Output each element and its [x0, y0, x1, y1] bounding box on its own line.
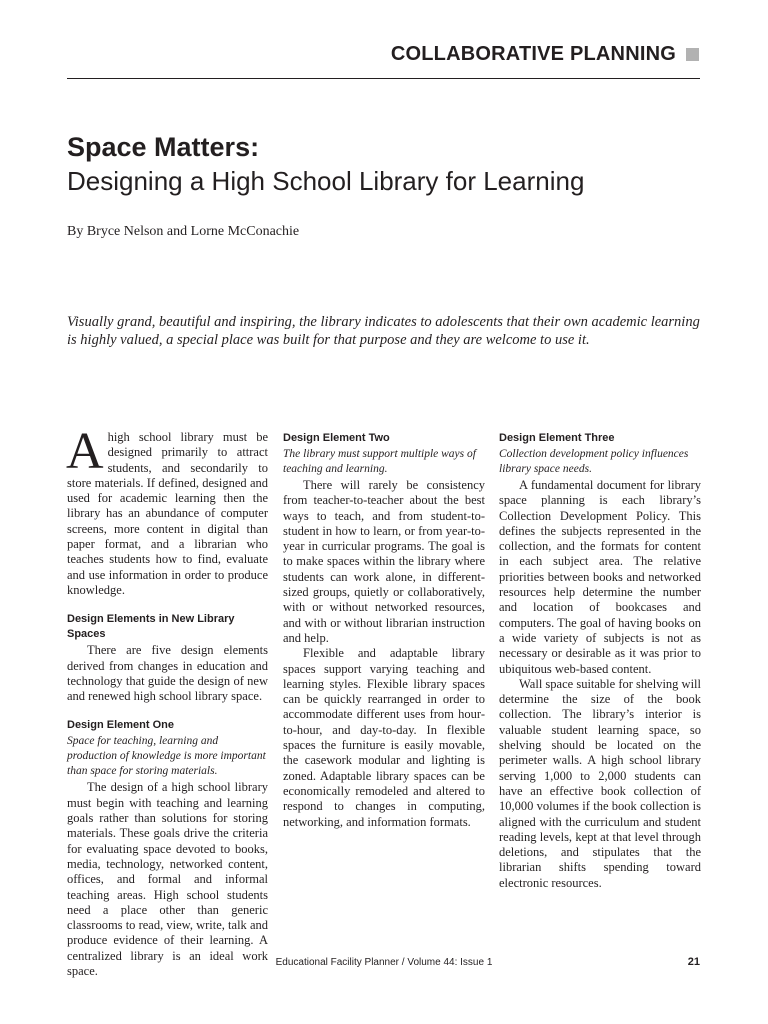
paragraph: Flexible and adaptable library spaces support varying teaching and learning styles. Flexible library spaces can be quickly rearranged in order to accommodate different uses from hour-to-hour, and day-to-day. In flexible spaces the furniture is easily movable, the casework modular and lighting is zoned. Adaptable library spaces can be economically remodeled and altered to respond to changes in computing, networking, and information formats. — [283, 646, 485, 829]
page-number: 21 — [687, 956, 700, 968]
lede-quote: Visually grand, beautiful and inspiring, the library indicates to adolescents that their own academic learning is highly valued, a special place was built for that purpose and they are welcome to use it. — [67, 314, 700, 348]
paragraph: A fundamental document for library space planning is each library’s Collection Development Policy. This defines the subjects represented in the collection, and the formats for content in each subject area. The relative priorities between books and networked resources help determine the number and location of bookcases and computers. The goal of having books on a wide variety of subjects is not as necessary or desirable as it was prior to ubiquitous web-based content. — [499, 478, 701, 676]
article-subtitle: Designing a High School Library for Learning — [67, 166, 585, 196]
drop-cap: A — [66, 423, 104, 480]
article-title-block — [67, 130, 707, 198]
section-subhead: Space for teaching, learning and production of knowledge is more important than space for storing materials. — [67, 735, 266, 778]
paragraph: There will rarely be consistency from teacher-to-teacher about the best ways to teach, and from student-to-student in how to learn, or from year-to-year in curricular programs. The goal is to make spaces within the library where students can work alone, in different-sized groups, quietly or collaboratively, with or without networked resources, and with or without librarian instruction and help. — [283, 478, 485, 645]
column-2 — [283, 430, 485, 830]
section-title: COLLABORATIVE PLANNING — [390, 43, 676, 65]
journal-footer: Educational Facility Planner / Volume 44: Issue 1 — [275, 957, 493, 968]
intro-text: high school library must be designed primarily to attract students, and secondarily to store materials. If defined, designed and used for academic learning then the library has an abundance of computer screens, more content in digital than paper format, and a librarian who teaches students how to find, evaluate and use information in order to produce knowledge. — [67, 430, 268, 597]
section-heading-element-one: Design Element One — [67, 719, 174, 732]
section-subhead: Collection development policy influences library space needs. — [499, 448, 689, 475]
section-heading-element-two: Design Element Two — [283, 432, 390, 444]
paragraph: Wall space suitable for shelving will determine the size of the book collection. The library’s interior is valuable student learning space, so shelving should be located on the perimeter walls. A high school library serving 1,000 to 2,000 students can have an effective book collection of 10,000 volumes if the book collection is aligned with the curriculum and student reading levels, kept at that level through deletions, and stipulates that the librarian shifts spending toward electronic resources. — [499, 676, 701, 890]
article-title: Space Matters: — [67, 132, 260, 162]
section-subhead: The library must support multiple ways of teaching and learning. — [283, 448, 476, 475]
section-heading-design-elements: Design Elements in New Library Spaces — [67, 613, 235, 641]
column-3 — [499, 430, 701, 891]
paragraph: There are five design elements derived from changes in education and technology that guide the design of new and renewed high school library space. — [67, 643, 268, 704]
section-heading-element-three: Design Element Three — [499, 432, 615, 444]
square-icon — [686, 48, 699, 61]
running-header — [67, 40, 700, 79]
column-1 — [66, 423, 268, 979]
byline: By Bryce Nelson and Lorne McConachie — [67, 224, 300, 239]
paragraph-element-one: The design of a high school library must begin with teaching and learning goals rather than solutions for storing materials. These goals drive the criteria for evaluating space devoted to books, media, technology, networked content, offices, and formal and informal teaching areas. High school students need a place other than generic classrooms to read, view, write, talk and produce evidence of their learning. A centralized library is an ideal work space. — [67, 780, 268, 979]
intro-paragraph — [66, 423, 268, 598]
